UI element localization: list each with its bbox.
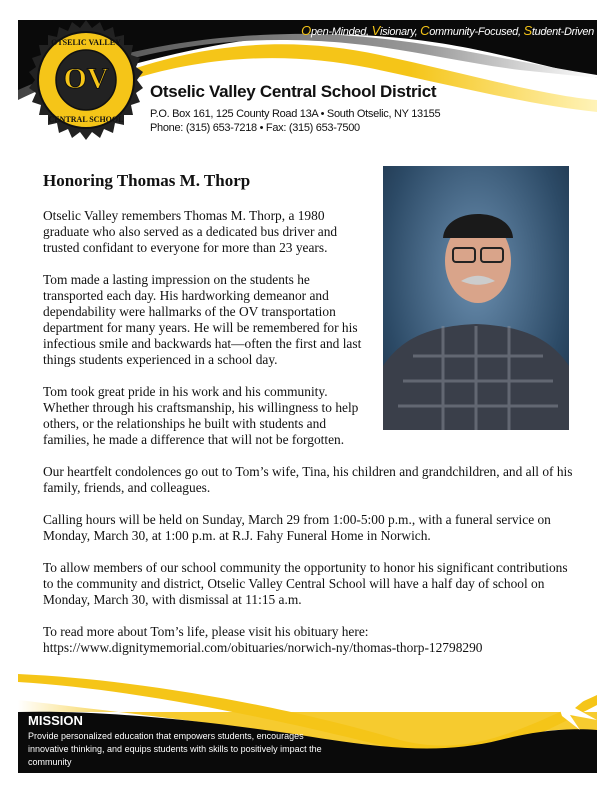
paragraph-7: To read more about Tom’s life, please visit his obituary here: https://www.dignitymemorial.com/obituaries/norwich-ny/thomas-thorp-12798290 xyxy=(43,624,483,655)
paragraph-2: Tom made a lasting impression on the students he transported each day. His hardworking demeanor and dependability were hallmarks of the OV transportation department for many years. He will be remembered for his infectious smile and backwards hat—often the first and last things students experienced in a school day. xyxy=(43,272,362,367)
paragraph-1: Otselic Valley remembers Thomas M. Thorp, a 1980 graduate who also served as a dedicated bus driver and trusted confidant to everyone for more than 23 years. xyxy=(43,208,338,255)
portrait-photo xyxy=(383,166,569,430)
school-logo xyxy=(28,18,144,143)
logo-text-bottom: CENTRAL SCHOOL xyxy=(48,115,124,124)
paragraph-4: Our heartfelt condolences go out to Tom’s wife, Tina, his children and grandchildren, and all of his family, friends, and colleagues. xyxy=(43,464,573,495)
paragraph-5: Calling hours will be held on Sunday, March 29 from 1:00-5:00 p.m., with a funeral service on Monday, March 30, at 1:00 p.m. at R.J. Fahy Funeral Home in Norwich. xyxy=(43,512,551,543)
paragraph-6: To allow members of our school community the opportunity to honor his significant contributions to the community and district, Otselic Valley Central School will have a half day of school on Monday, March 30, with dismissal at 11:15 a.m. xyxy=(43,560,568,607)
paragraph-3: Tom took great pride in his work and his community. Whether through his craftsmanship, his willingness to help others, or the relationships he built with students and families, he made a difference that will not be forgotten. xyxy=(43,384,359,447)
motto-tagline: Open-Minded, Visionary, Community-Focused, Student-Driven xyxy=(301,23,594,38)
phone-fax: Phone: (315) 653-7218 • Fax: (315) 653-7500 xyxy=(150,122,360,134)
obituary-link[interactable]: https://www.dignitymemorial.com/obituaries/norwich-ny/thomas-thorp-12798290 xyxy=(43,640,483,655)
district-name: Otselic Valley Central School District xyxy=(150,82,437,101)
address: P.O. Box 161, 125 County Road 13A • South Otselic, NY 13155 xyxy=(150,108,441,120)
svg-text:OV: OV xyxy=(63,62,109,95)
mission-title: MISSION xyxy=(28,713,83,728)
logo-text-top: OTSELIC VALLEY xyxy=(51,38,121,47)
article-title: Honoring Thomas M. Thorp xyxy=(43,171,251,190)
mission-text: Provide personalized education that empowers students, encourages innovative thinking, and equips students with skills to positively impact the community xyxy=(28,731,322,767)
district-contact xyxy=(150,107,440,135)
footer-banner xyxy=(0,660,612,792)
